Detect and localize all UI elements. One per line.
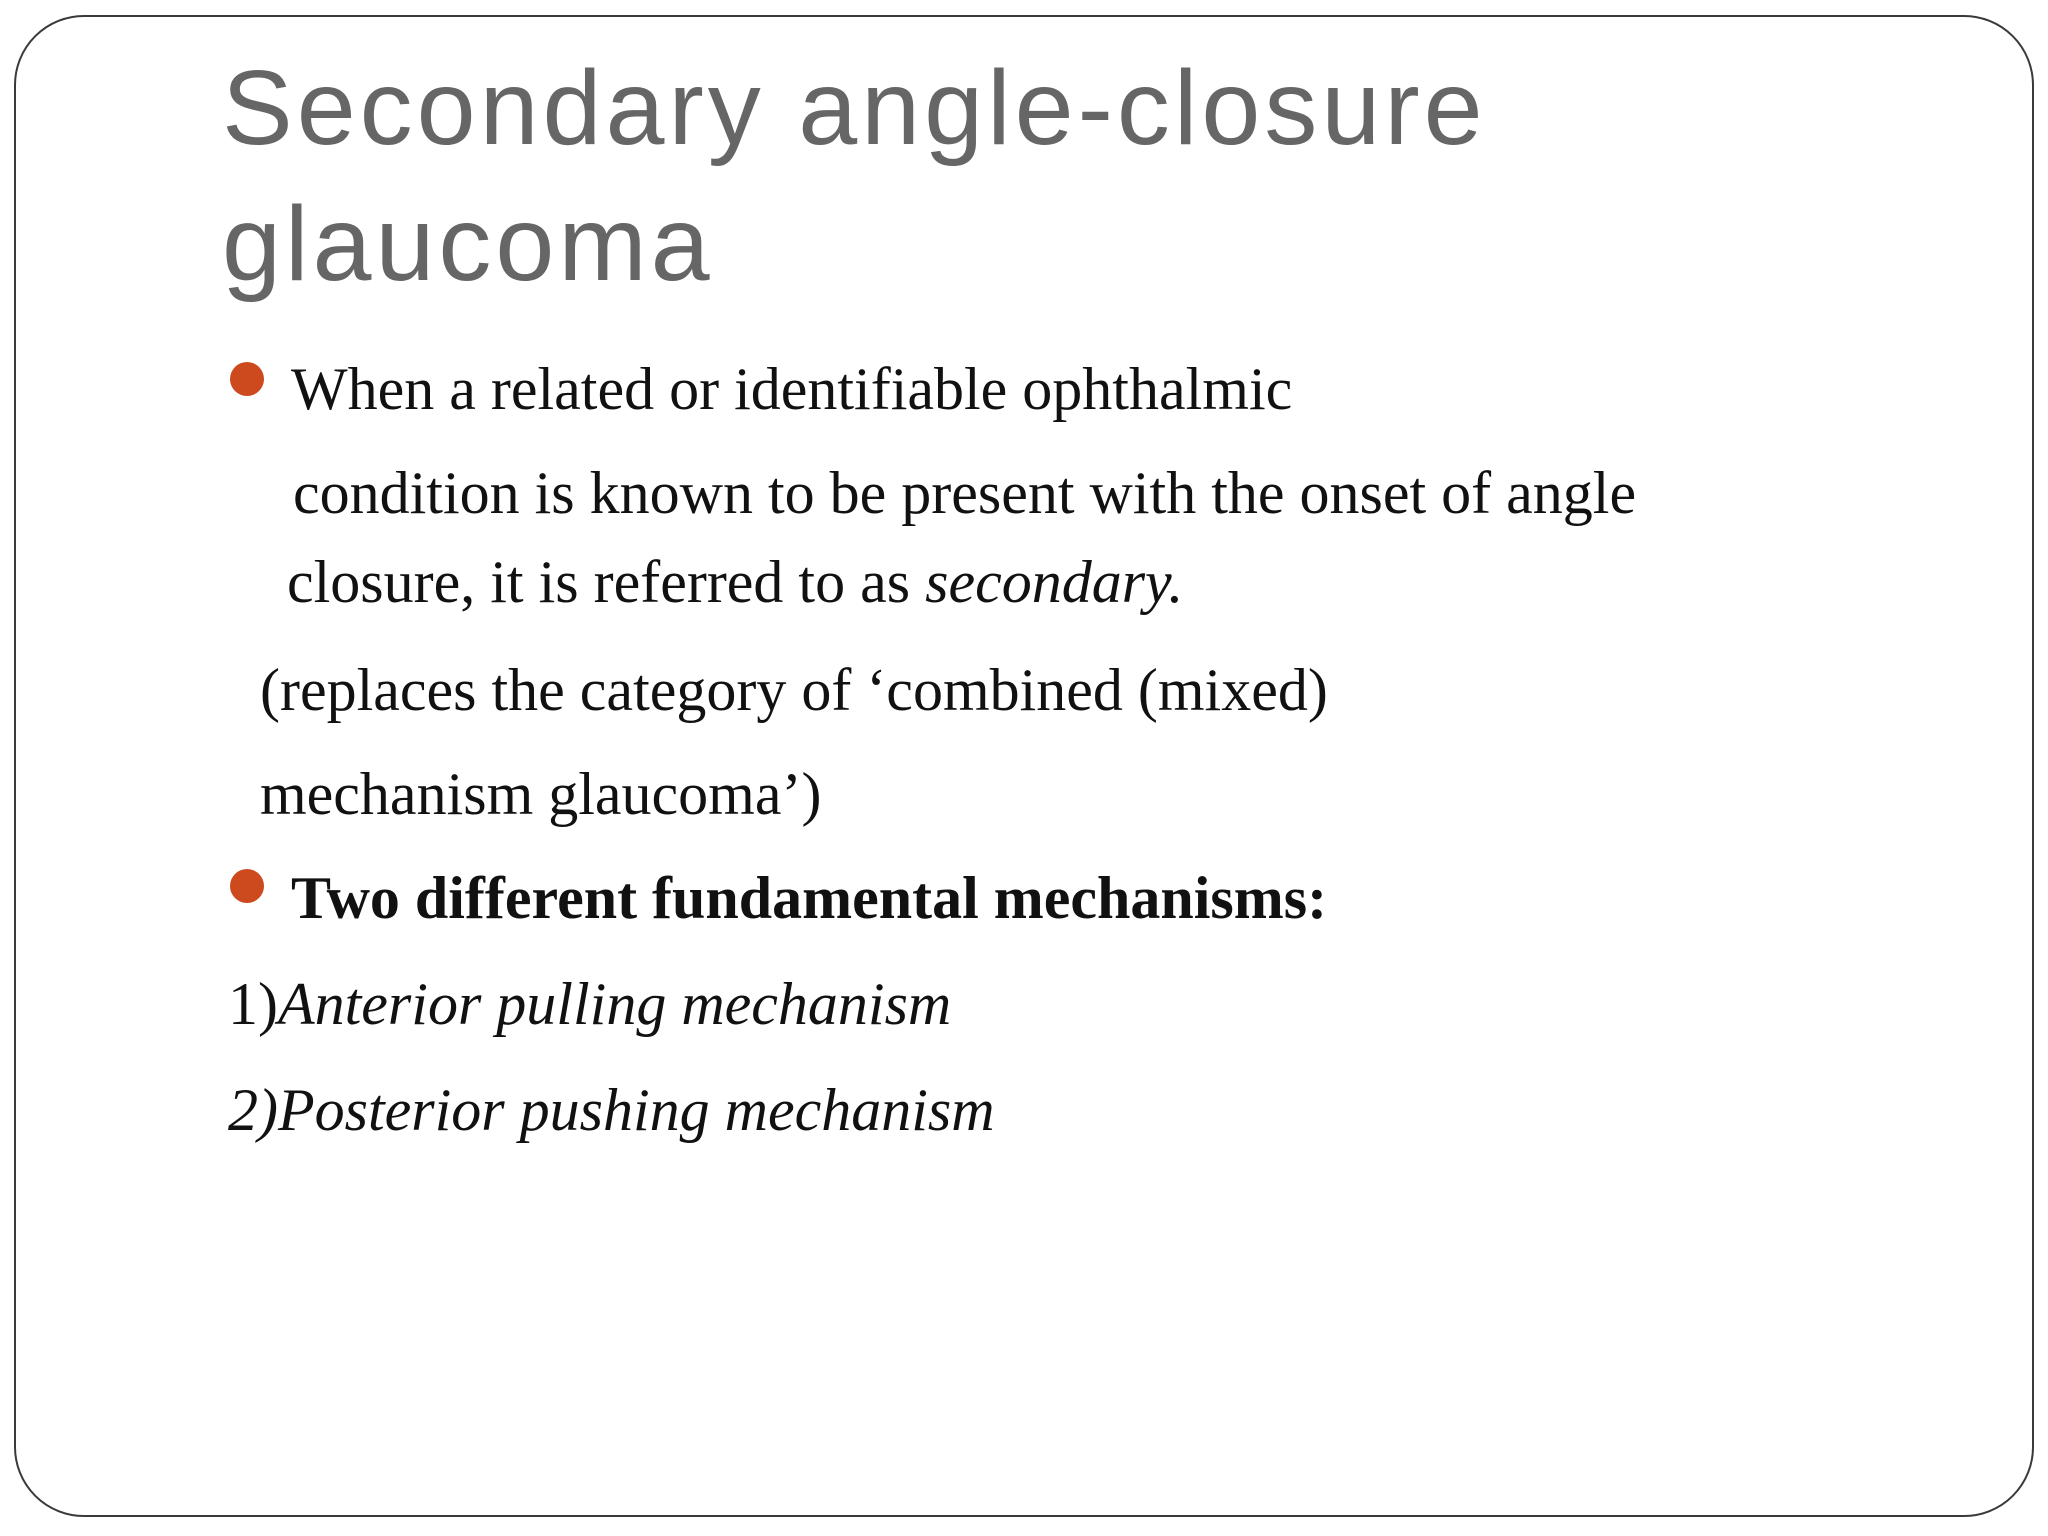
mechanism-number: 1) bbox=[228, 971, 278, 1037]
mechanism-number: 2) bbox=[228, 1077, 278, 1143]
note-line-1: (replaces the category of ‘combined (mixed) bbox=[260, 657, 1328, 723]
note-line-2: mechanism glaucoma’) bbox=[260, 761, 822, 827]
bullet-1-line-2: condition is known to be present with the onset of angle bbox=[293, 460, 1637, 526]
slide-title: Secondary angle-closure glaucoma bbox=[222, 49, 1487, 303]
bullet-1-line-3 bbox=[287, 546, 1183, 618]
secondary-term: secondary. bbox=[925, 549, 1184, 615]
mechanism-label: Anterior pulling mechanism bbox=[277, 971, 952, 1037]
bullet-dot-icon bbox=[230, 362, 264, 396]
bullet-2-heading: Two different fundamental mechanisms: bbox=[291, 865, 1328, 931]
bullet-1-line-3-text: closure, it is referred to as bbox=[287, 549, 926, 615]
bullet-1-line-1: When a related or identifiable ophthalmic bbox=[291, 356, 1293, 422]
mechanism-item-2 bbox=[228, 1074, 995, 1146]
mechanism-item-1 bbox=[228, 968, 951, 1040]
bullet-dot-icon bbox=[230, 869, 264, 903]
mechanism-label: Posterior pushing mechanism bbox=[277, 1077, 995, 1143]
